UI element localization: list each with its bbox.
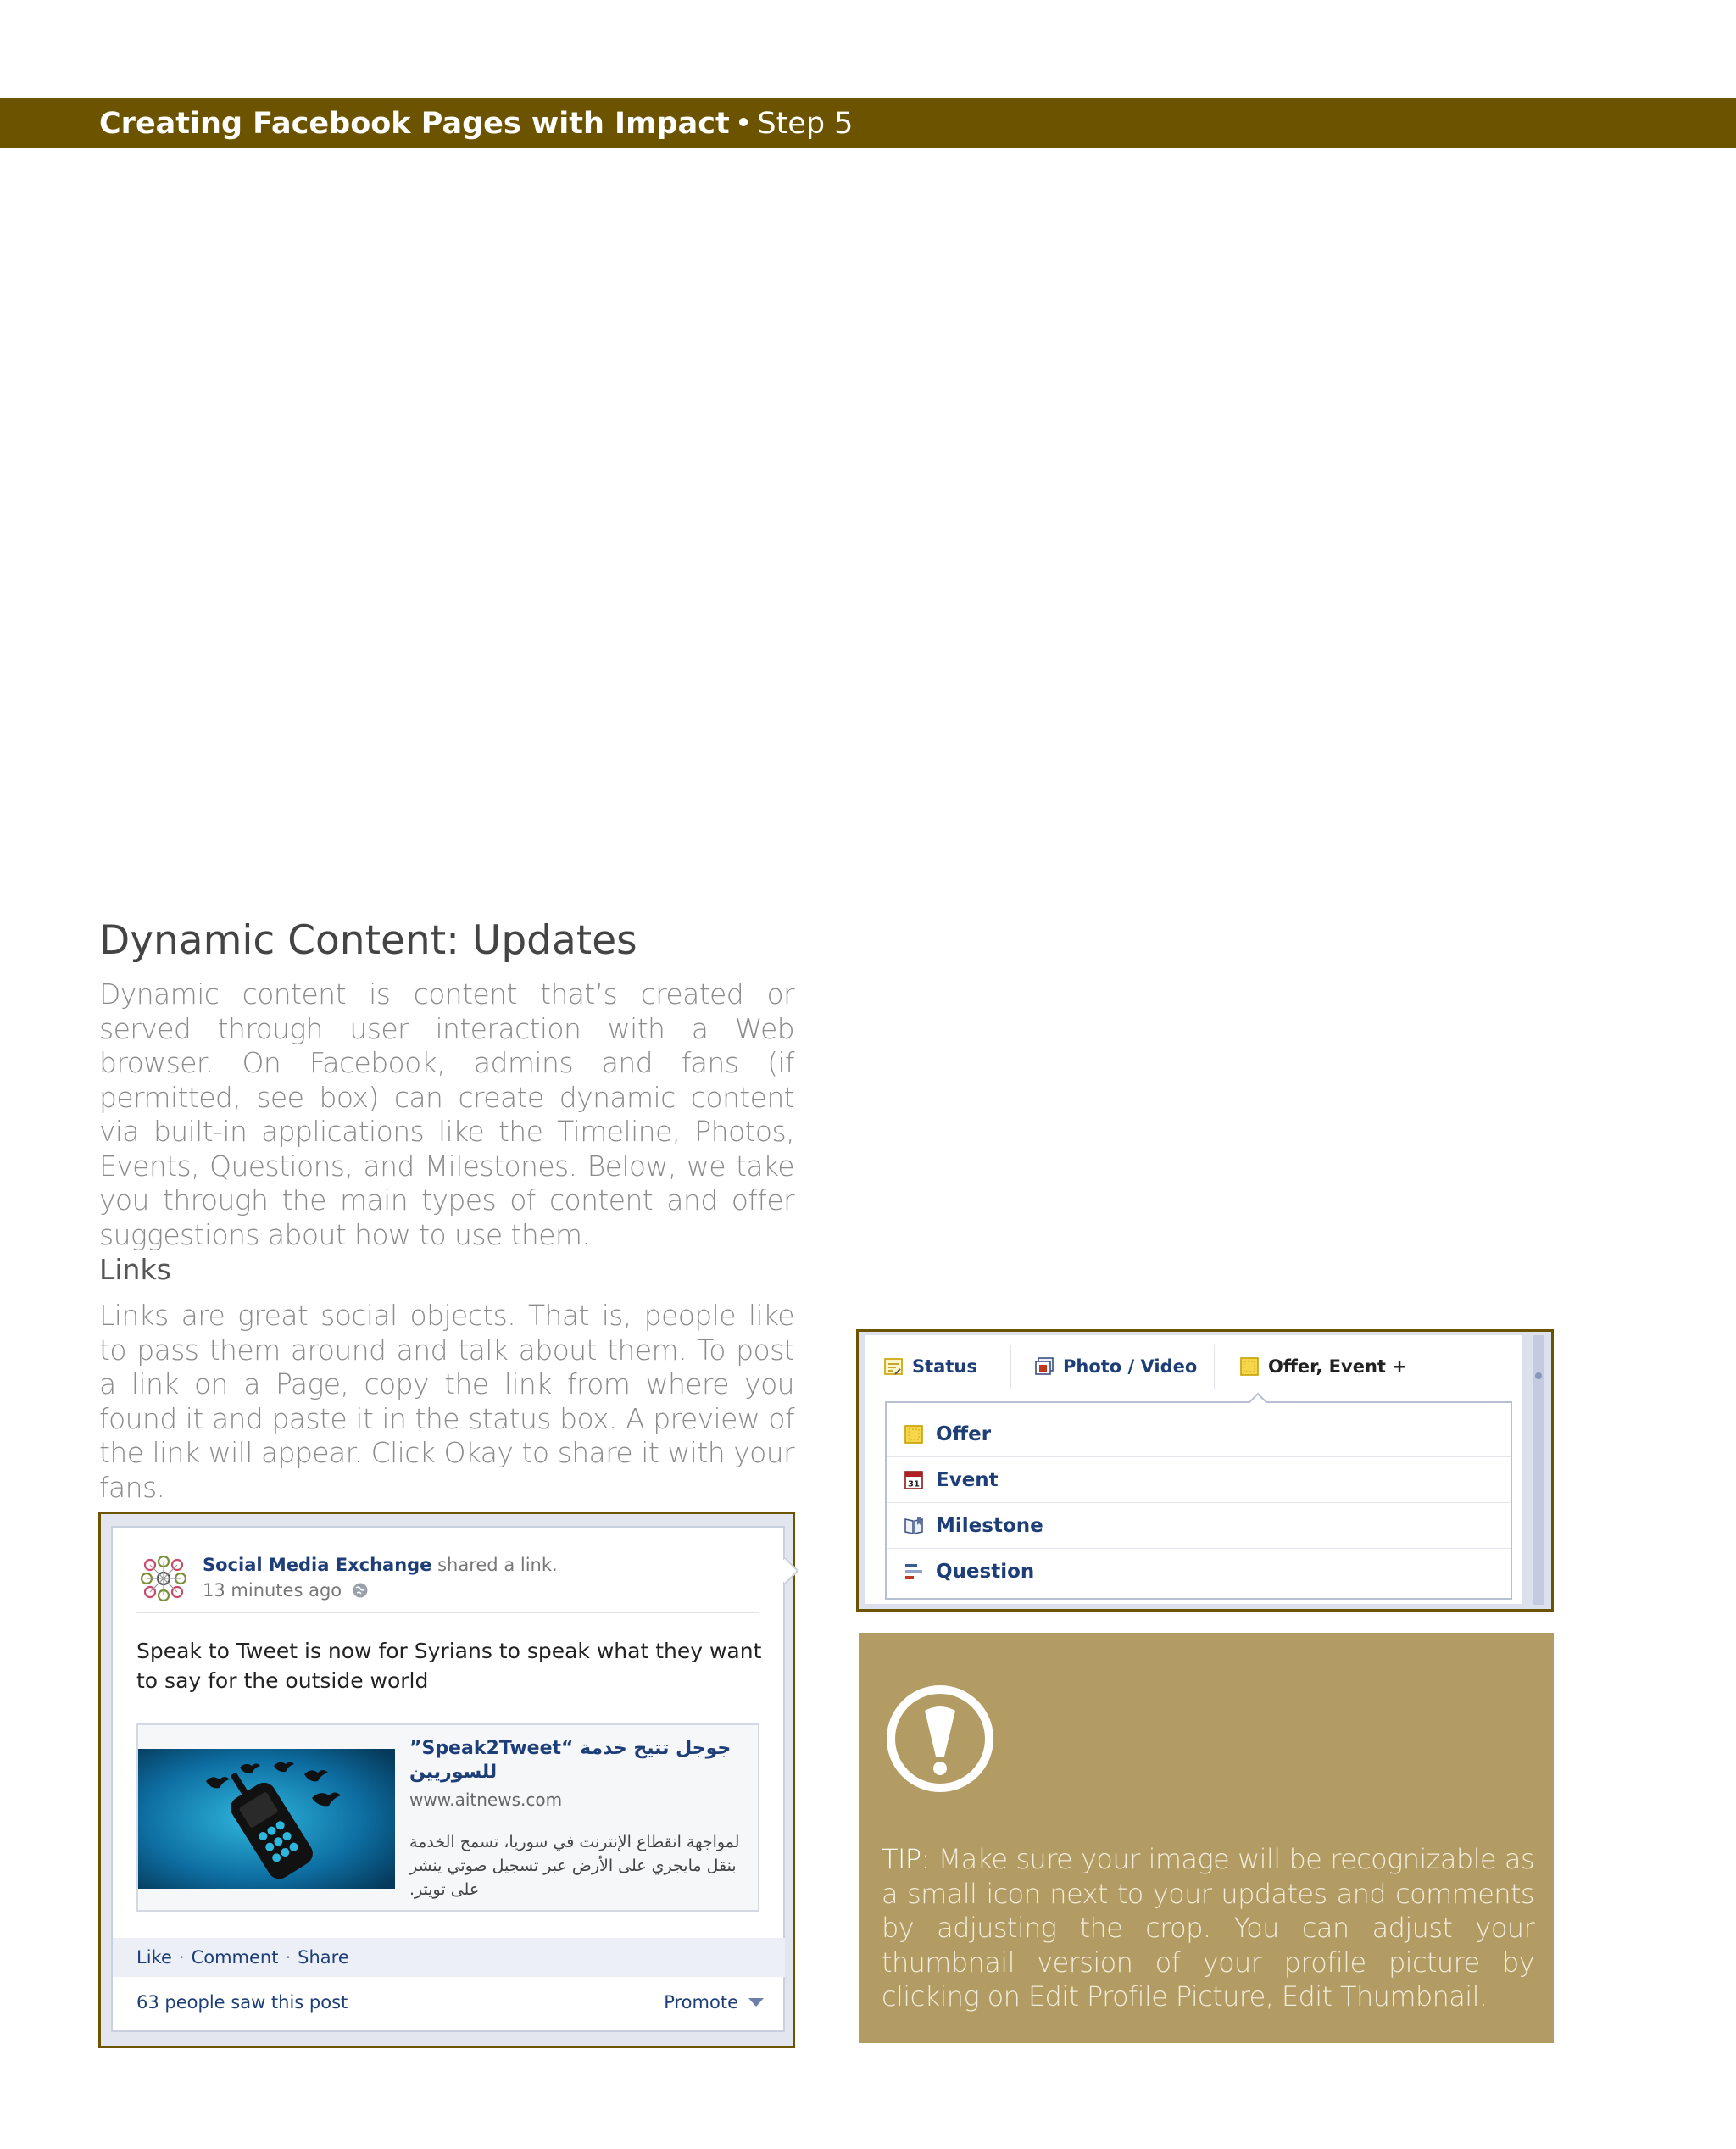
offer-icon [1239,1356,1260,1377]
calendar-icon [904,1470,924,1490]
post-message: Speak to Tweet is now for Syrians to speak what they want to say for the outside world [136,1639,762,1693]
question-icon [904,1562,924,1582]
post-views[interactable]: 63 people saw this post [136,1992,348,2013]
post-divider [136,1612,760,1613]
action-separator: · [285,1947,292,1968]
tab-offer-event-label: Offer, Event + [1268,1356,1407,1377]
link-description: لمواجهة انقطاع الإنترنت في سوريا، تسمح الخدمة بنقل مايجري على الأرض عبر تسجيل صوتي ينشر على تويتر. [409,1833,740,1899]
chevron-down-icon [748,1998,764,2007]
step-label: Step 5 [757,106,854,141]
share-link[interactable]: Share [298,1947,349,1968]
link-url: www.aitnews.com [409,1790,563,1810]
tip-label: TIP [882,1843,921,1875]
title-separator: • [734,106,753,141]
section-title: Dynamic Content: Updates [99,917,637,964]
offer-icon [904,1424,924,1445]
tip-box [859,1633,1554,2043]
header-bar [0,98,1736,148]
network-logo-icon[interactable] [138,1553,189,1604]
scrollbar-thumb[interactable] [1535,1372,1542,1379]
tab-photo-video-label: Photo / Video [1063,1356,1198,1377]
intro-paragraph: Dynamic content is content that’s created or served through user interaction with a Web browser. On Facebook, admins and fans (if permitted, see box) can create dynamic content via built-in applications like the Timeline, Photos, Events, Questions, and Milestones. Below, we take you through the main types of content and offer suggestions about how to use them. [99,977,794,1251]
tab-separator [1010,1345,1011,1389]
document-title: Creating Facebook Pages with Impact [99,106,730,141]
menu-item-milestone[interactable] [887,1503,1511,1549]
links-heading: Links [99,1253,171,1286]
status-icon [883,1356,904,1377]
post-actions-bar [113,1938,785,1977]
link-preview[interactable] [136,1723,760,1912]
card-notch [772,1557,798,1584]
tab-status[interactable] [883,1347,977,1386]
globe-icon [352,1582,369,1599]
exclamation-circle-icon [885,1684,995,1794]
post-time-text[interactable]: 13 minutes ago [203,1580,342,1601]
post-footer [136,1984,764,2021]
menu-item-event-label: Event [936,1468,999,1491]
tab-offer-event[interactable] [1239,1347,1407,1386]
post-timestamp [203,1580,369,1601]
menu-item-milestone-label: Milestone [936,1514,1043,1537]
menu-item-event[interactable] [887,1457,1511,1503]
promote-button[interactable] [664,1992,764,2013]
composer-menu-screenshot [856,1329,1554,1612]
post-author-line [203,1555,558,1575]
tab-photo-video[interactable] [1034,1347,1197,1386]
action-separator: · [178,1947,185,1968]
photo-icon [1034,1356,1054,1377]
tip-body: : Make sure your image will be recognizable as a small icon next to your updates and comments by adjusting the crop. You can adjust your thumbnail version of your profile picture by clicking on Edit Profile Picture, Edit Thumbnail. [882,1843,1534,2013]
tab-status-label: Status [912,1356,977,1377]
facebook-post-screenshot [98,1512,795,2048]
composer-card [865,1335,1522,1604]
phone-birds-image[interactable] [138,1749,395,1889]
composer-tabs [865,1335,1522,1401]
menu-item-question[interactable] [887,1549,1511,1595]
links-paragraph: Links are great social objects. That is, people like to pass them around and talk about them. To post a link on a Page, copy the link from where you found it and paste it in the status box. A preview of the link will appear. Click Okay to share it with your fans. [99,1299,794,1504]
milestone-icon [904,1516,924,1536]
calendar-day-number: 31 [908,1479,920,1489]
composer-dropdown-menu [885,1401,1512,1600]
menu-item-question-label: Question [936,1561,1035,1583]
promote-label: Promote [664,1992,738,2013]
menu-item-offer[interactable] [887,1411,1511,1457]
post-author-link[interactable]: Social Media Exchange [203,1555,432,1575]
like-link[interactable]: Like [136,1947,172,1968]
menu-item-offer-label: Offer [936,1422,992,1445]
link-title[interactable]: جوجل تتيح خدمة “Speak2Tweet” للسوريين [409,1738,732,1783]
post-action-text: shared a link. [431,1555,558,1575]
comment-link[interactable]: Comment [191,1947,279,1968]
tab-separator [1214,1345,1215,1389]
tip-text [882,1842,1534,2014]
facebook-post-card [111,1526,785,2032]
menu-scrollbar[interactable] [1533,1335,1544,1605]
